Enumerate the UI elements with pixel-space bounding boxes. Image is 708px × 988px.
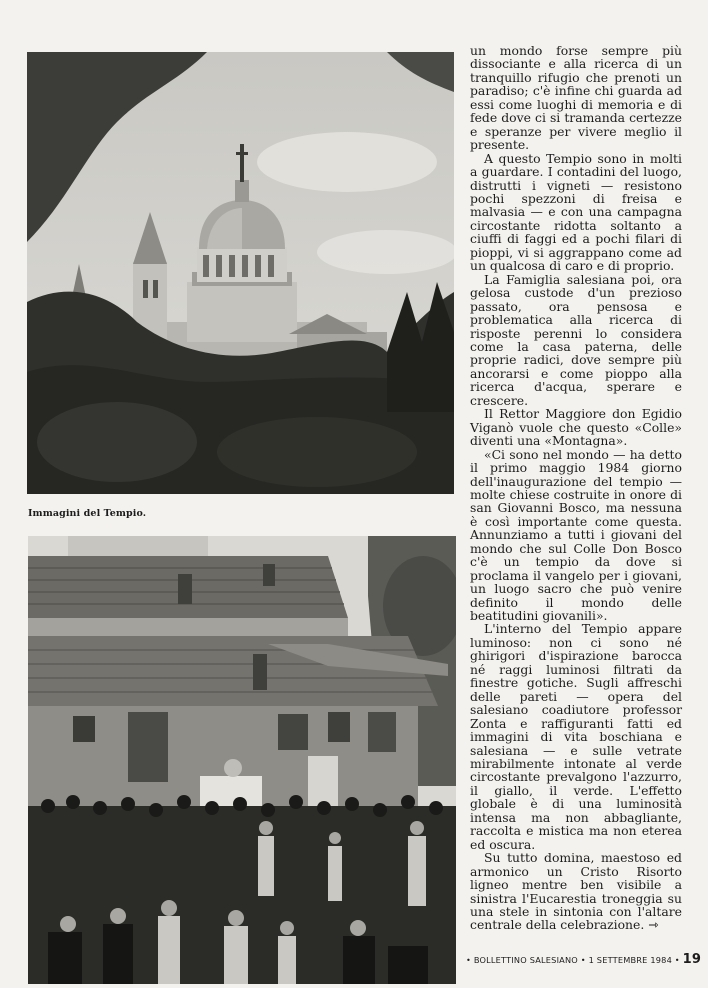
article-paragraph: Il Rettor Maggiore don Egidio Viganò vuole che questo «Colle» diventi una «Montagna». — [470, 406, 682, 449]
page-footer — [466, 952, 702, 967]
page-number: 19 — [682, 952, 702, 967]
crowd-house-illustration — [28, 536, 456, 984]
footer-publication: • BOLLETTINO SALESIANO • 1 SETTEMBRE 1984 • — [466, 955, 680, 965]
temple-dome-illustration — [27, 52, 454, 494]
article-paragraph: La Famiglia salesiana poi, ora gelosa custode d'un prezioso passato, ora pensosa e problematica alla ricerca di risposte perenni lo considera come la casa paterna, delle proprie radici, dove sempre più ancorarsi e come pioppo alla ricerca d'acqua, sperare e crescere. — [470, 271, 682, 408]
photo-caption: Immagini del Tempio. — [28, 508, 147, 519]
article-paragraph: «Ci sono nel mondo — ha detto il primo maggio 1984 giorno dell'inaugurazione del tempio — molte chiese costruite in onore di san Giovanni Bosco, ma nessuna è così importante come questa. Annunziamo a tutti i giovani del mondo che sul Colle Don Bosco c'è un tempio da dove si proclama il vangelo per i giovani, un luogo sacro che può venire definito il mondo delle beatitudini giovanili». — [470, 446, 682, 624]
crowd-house-photo — [28, 536, 456, 984]
article-paragraph: L'interno del Tempio appare luminoso: non ci sono né ghirigori d'ispirazione barocca né raggi luminosi filtrati da finestre gotiche. Sugli affreschi delle pareti — opera del salesiano coadiutore professor Zonta e raffiguranti fatti ed immagini di vita boschiana e salesiana — e sulle vetrate mirabilmente intonate al verde circostante prevalgono l'azzurro, il giallo, il verde. L'effetto globale è di una luminosità intensa ma non abbagliante, raccolta e mistica ma non eterea ed oscura. — [470, 621, 682, 852]
article-paragraph: Su tutto domina, maestoso ed armonico un Cristo Risorto ligneo mentre ben visibile a sinistra l'Eucarestia troneggia su una stele in sintonia con l'altare centrale della celebrazione. ⇾ — [470, 850, 682, 933]
article-column — [470, 44, 682, 932]
article-paragraph: un mondo forse sempre più dissociante e alla ricerca di un tranquillo rifugio che prenoti un paradiso; c'è infine chi guarda ad essi come luoghi di memoria e di fede dove ci si tramanda certezze e speranze per vivere meglio il presente. — [470, 43, 682, 153]
article-paragraph: A questo Tempio sono in molti a guardare. I contadini del luogo, distrutti i vigneti — resistono pochi spezzoni di freisa e malvasia — e con una campagna circostante ridotta soltanto a ciuffi di faggi ed a pochi filari di pioppi, vi si aggrappano come ad un qualcosa di caro e di proprio. — [470, 150, 682, 274]
temple-dome-photo — [27, 52, 454, 494]
